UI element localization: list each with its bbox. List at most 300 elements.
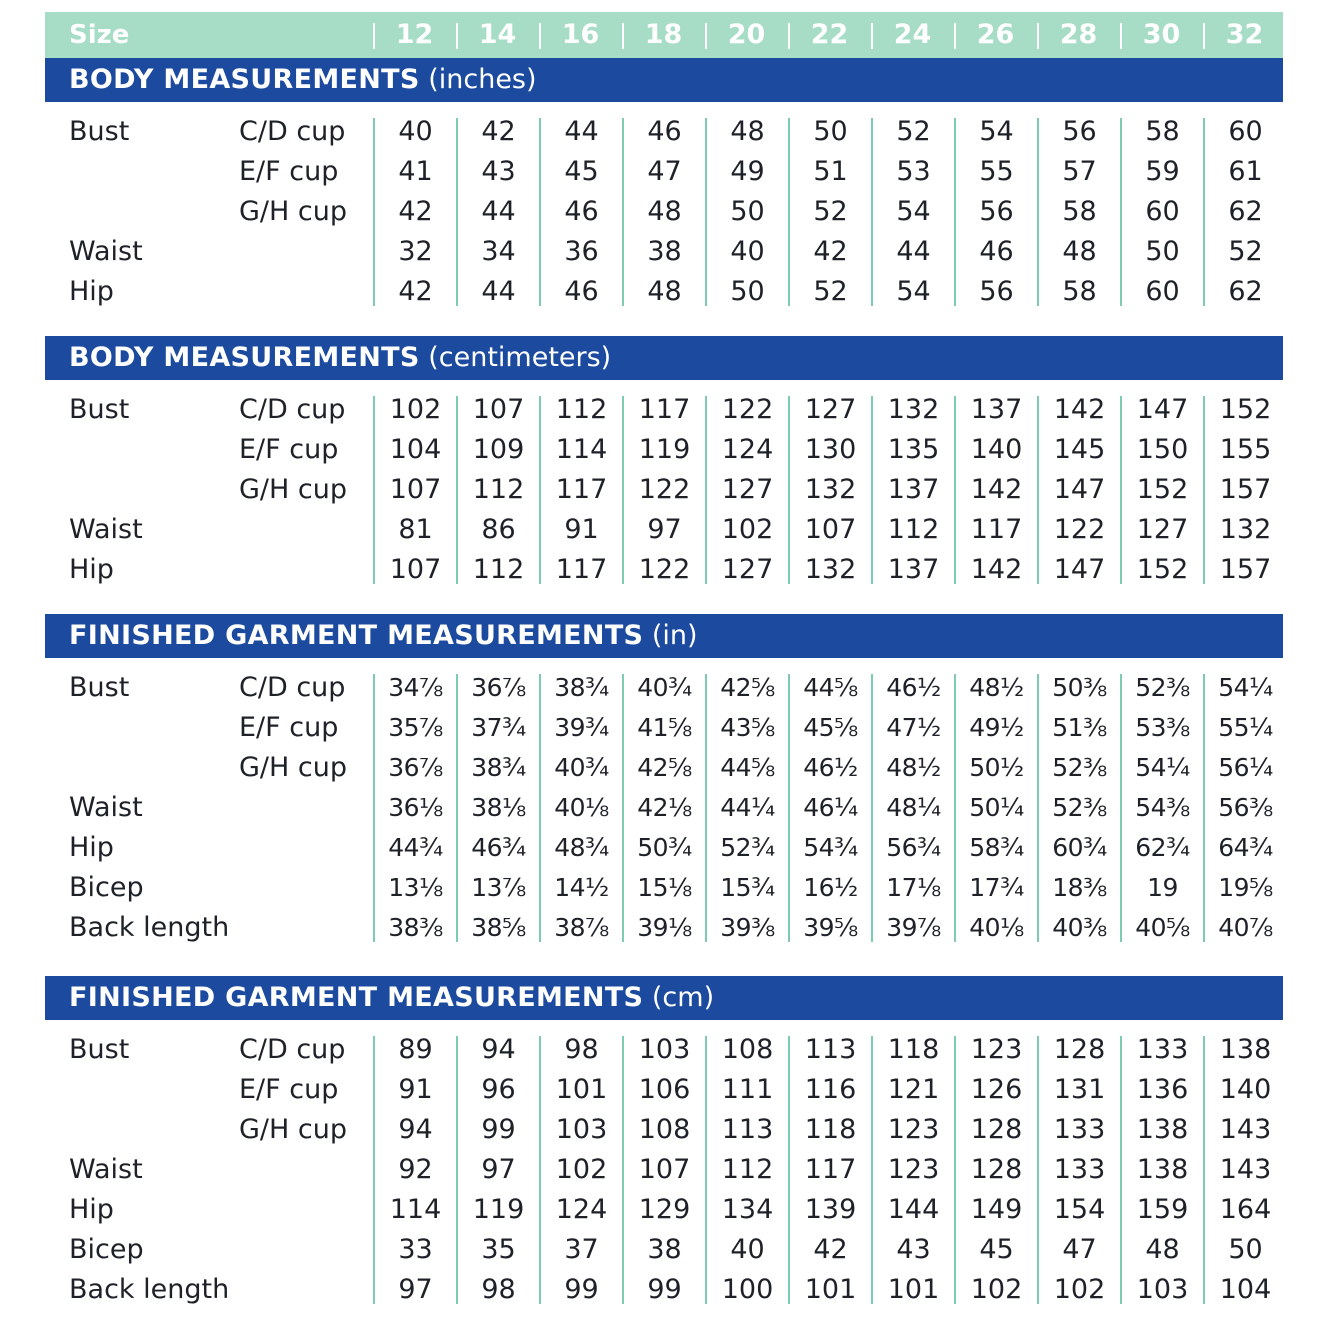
table-cell: 102 (555, 1154, 608, 1185)
table-cell: 142 (970, 554, 1023, 585)
table-cell: 129 (638, 1194, 691, 1225)
size-header-18: 18 (644, 19, 683, 50)
table-cell: 62 (1228, 196, 1263, 227)
row-label: Back length (69, 1274, 230, 1305)
row-label: Hip (69, 554, 114, 585)
table-cell: 38¾ (554, 673, 609, 702)
table-cell: 46 (647, 116, 682, 147)
table-cell: 104 (389, 434, 442, 465)
table-cell: 36⅞ (471, 673, 526, 702)
table-cell: 101 (555, 1074, 608, 1105)
table-cell: 131 (1053, 1074, 1106, 1105)
table-cell: 123 (887, 1114, 940, 1145)
table-cell: 40⅛ (554, 793, 609, 822)
table-cell: 15⅛ (637, 873, 692, 902)
table-cell: 103 (1136, 1274, 1189, 1305)
table-cell: 147 (1136, 394, 1189, 425)
table-cell: 48¼ (886, 793, 941, 822)
table-cell: 92 (398, 1154, 433, 1185)
row-sublabel: C/D cup (239, 394, 346, 425)
table-cell: 60 (1145, 276, 1180, 307)
size-header-26: 26 (976, 19, 1015, 50)
table-cell: 58 (1062, 276, 1097, 307)
size-header-30: 30 (1142, 19, 1181, 50)
row-sublabel: C/D cup (239, 116, 346, 147)
table-cell: 116 (804, 1074, 857, 1105)
table-cell: 49½ (969, 713, 1024, 742)
table-cell: 52 (813, 276, 848, 307)
table-cell: 149 (970, 1194, 1023, 1225)
table-cell: 127 (804, 394, 857, 425)
table-cell: 33 (398, 1234, 433, 1265)
row-label: Bust (69, 672, 130, 703)
table-cell: 46 (564, 276, 599, 307)
table-cell: 126 (970, 1074, 1023, 1105)
table-cell: 45⅝ (803, 713, 858, 742)
table-cell: 89 (398, 1034, 433, 1065)
table-cell: 41 (398, 156, 433, 187)
table-cell: 52 (1228, 236, 1263, 267)
table-cell: 37 (564, 1234, 599, 1265)
table-cell: 98 (481, 1274, 516, 1305)
table-cell: 40 (398, 116, 433, 147)
table-cell: 42⅝ (637, 753, 692, 782)
measurement-section (45, 58, 1283, 336)
table-cell: 47 (647, 156, 682, 187)
table-cell: 119 (638, 434, 691, 465)
table-cell: 132 (887, 394, 940, 425)
table-cell: 137 (887, 554, 940, 585)
table-cell: 43⅝ (720, 713, 775, 742)
table-cell: 43 (896, 1234, 931, 1265)
table-cell: 35 (481, 1234, 516, 1265)
table-cell: 54¼ (1135, 753, 1190, 782)
section-unit-text: (in) (651, 620, 698, 651)
table-cell: 94 (398, 1114, 433, 1145)
table-cell: 58 (1145, 116, 1180, 147)
table-cell: 122 (721, 394, 774, 425)
table-cell: 112 (472, 554, 525, 585)
table-cell: 114 (555, 434, 608, 465)
table-cell: 38⅝ (471, 913, 526, 942)
table-cell: 56 (979, 196, 1014, 227)
table-cell: 46¾ (471, 833, 526, 862)
table-cell: 127 (1136, 514, 1189, 545)
table-cell: 14½ (554, 873, 609, 902)
table-cell: 138 (1136, 1154, 1189, 1185)
table-cell: 19 (1147, 873, 1178, 902)
table-cell: 60 (1145, 196, 1180, 227)
table-cell: 49 (730, 156, 765, 187)
table-cell: 56¾ (886, 833, 941, 862)
table-cell: 40¾ (554, 753, 609, 782)
table-cell: 13⅛ (388, 873, 443, 902)
table-cell: 137 (970, 394, 1023, 425)
table-cell: 142 (1053, 394, 1106, 425)
table-cell: 62 (1228, 276, 1263, 307)
table-cell: 62¾ (1135, 833, 1190, 862)
table-cell: 44¼ (720, 793, 775, 822)
section-unit-text: (inches) (428, 64, 537, 95)
table-cell: 128 (1053, 1034, 1106, 1065)
table-cell: 52¾ (720, 833, 775, 862)
section-body (45, 1020, 1283, 1310)
table-cell: 48½ (886, 753, 941, 782)
table-cell: 113 (721, 1114, 774, 1145)
table-cell: 50 (730, 276, 765, 307)
table-cell: 39¾ (554, 713, 609, 742)
table-cell: 86 (481, 514, 516, 545)
size-header-24: 24 (893, 19, 932, 50)
table-cell: 137 (887, 474, 940, 505)
row-label: Bust (69, 394, 130, 425)
table-cell: 58 (1062, 196, 1097, 227)
section-body (45, 102, 1283, 336)
size-header-22: 22 (810, 19, 849, 50)
table-cell: 42 (398, 276, 433, 307)
table-cell: 53⅜ (1135, 713, 1190, 742)
section-title-text: BODY MEASUREMENTS (69, 64, 420, 95)
table-cell: 38 (647, 236, 682, 267)
table-cell: 52 (813, 196, 848, 227)
table-cell: 133 (1053, 1154, 1106, 1185)
section-title (45, 614, 1283, 658)
measurement-section (45, 336, 1283, 614)
table-cell: 16½ (803, 873, 858, 902)
table-cell: 127 (721, 474, 774, 505)
table-cell: 39⅛ (637, 913, 692, 942)
section-title-text: FINISHED GARMENT MEASUREMENTS (69, 620, 644, 651)
section-unit-text: (cm) (651, 982, 715, 1013)
table-cell: 157 (1219, 474, 1272, 505)
table-cell: 128 (970, 1154, 1023, 1185)
table-cell: 38 (647, 1234, 682, 1265)
table-cell: 50 (1145, 236, 1180, 267)
table-cell: 56⅜ (1218, 793, 1273, 822)
table-cell: 46¼ (803, 793, 858, 822)
row-label: Waist (69, 792, 143, 823)
table-cell: 40⅜ (1052, 913, 1107, 942)
row-sublabel: C/D cup (239, 672, 346, 703)
table-cell: 50 (1228, 1234, 1263, 1265)
table-cell: 45 (979, 1234, 1014, 1265)
table-cell: 102 (721, 514, 774, 545)
section-title-text: BODY MEASUREMENTS (69, 342, 420, 373)
table-cell: 54 (896, 276, 931, 307)
table-cell: 42⅝ (720, 673, 775, 702)
table-cell: 138 (1136, 1114, 1189, 1145)
size-header-row (45, 12, 1283, 58)
table-cell: 51⅜ (1052, 713, 1107, 742)
table-cell: 48 (1145, 1234, 1180, 1265)
table-cell: 97 (647, 514, 682, 545)
table-cell: 61 (1228, 156, 1263, 187)
table-cell: 130 (804, 434, 857, 465)
table-cell: 36⅛ (388, 793, 443, 822)
size-header-16: 16 (561, 19, 600, 50)
section-title (45, 336, 1283, 380)
table-cell: 45 (564, 156, 599, 187)
table-cell: 51 (813, 156, 848, 187)
table-cell: 54⅜ (1135, 793, 1190, 822)
section-body (45, 380, 1283, 614)
table-cell: 112 (721, 1154, 774, 1185)
table-cell: 34⅞ (388, 673, 443, 702)
table-cell: 44 (896, 236, 931, 267)
table-cell: 52 (896, 116, 931, 147)
table-cell: 50⅜ (1052, 673, 1107, 702)
table-cell: 122 (638, 474, 691, 505)
table-cell: 44 (564, 116, 599, 147)
table-cell: 113 (804, 1034, 857, 1065)
table-cell: 44 (481, 196, 516, 227)
table-cell: 55¼ (1218, 713, 1273, 742)
table-cell: 42 (398, 196, 433, 227)
table-cell: 38¾ (471, 753, 526, 782)
section-title (45, 58, 1283, 102)
table-cell: 102 (389, 394, 442, 425)
row-sublabel: E/F cup (239, 156, 339, 187)
table-cell: 39⅝ (803, 913, 858, 942)
table-cell: 41⅝ (637, 713, 692, 742)
row-sublabel: G/H cup (239, 474, 347, 505)
row-sublabel: G/H cup (239, 196, 347, 227)
table-cell: 47½ (886, 713, 941, 742)
table-cell: 111 (721, 1074, 774, 1105)
table-cell: 34 (481, 236, 516, 267)
table-cell: 50¼ (969, 793, 1024, 822)
table-cell: 117 (555, 474, 608, 505)
table-cell: 57 (1062, 156, 1097, 187)
table-cell: 42 (481, 116, 516, 147)
row-label: Bicep (69, 872, 144, 903)
table-cell: 108 (721, 1034, 774, 1065)
row-label: Bust (69, 1034, 130, 1065)
row-label: Hip (69, 276, 114, 307)
section-unit-text: (centimeters) (428, 342, 612, 373)
table-cell: 106 (638, 1074, 691, 1105)
table-cell: 91 (564, 514, 599, 545)
table-cell: 101 (887, 1274, 940, 1305)
table-cell: 108 (638, 1114, 691, 1145)
table-cell: 44 (481, 276, 516, 307)
table-cell: 48 (647, 276, 682, 307)
table-cell: 38⅜ (388, 913, 443, 942)
table-cell: 118 (887, 1034, 940, 1065)
table-cell: 81 (398, 514, 433, 545)
table-cell: 118 (804, 1114, 857, 1145)
table-cell: 19⅝ (1218, 873, 1273, 902)
table-cell: 154 (1053, 1194, 1106, 1225)
table-cell: 32 (398, 236, 433, 267)
table-cell: 122 (638, 554, 691, 585)
table-cell: 46 (979, 236, 1014, 267)
table-cell: 140 (1219, 1074, 1272, 1105)
table-cell: 132 (1219, 514, 1272, 545)
table-cell: 39⅞ (886, 913, 941, 942)
table-cell: 136 (1136, 1074, 1189, 1105)
row-label: Waist (69, 1154, 143, 1185)
table-cell: 132 (804, 554, 857, 585)
table-cell: 112 (555, 394, 608, 425)
table-cell: 94 (481, 1034, 516, 1065)
table-cell: 102 (1053, 1274, 1106, 1305)
table-cell: 40 (730, 236, 765, 267)
measurement-section (45, 976, 1283, 1310)
measurement-section (45, 614, 1283, 976)
table-cell: 42 (813, 236, 848, 267)
table-cell: 143 (1219, 1114, 1272, 1145)
table-cell: 123 (970, 1034, 1023, 1065)
table-cell: 64¾ (1218, 833, 1273, 862)
table-cell: 96 (481, 1074, 516, 1105)
table-cell: 140 (970, 434, 1023, 465)
table-cell: 40¾ (637, 673, 692, 702)
table-cell: 17¾ (969, 873, 1024, 902)
table-cell: 39⅜ (720, 913, 775, 942)
table-cell: 128 (970, 1114, 1023, 1145)
table-cell: 104 (1219, 1274, 1272, 1305)
table-cell: 127 (721, 554, 774, 585)
table-cell: 164 (1219, 1194, 1272, 1225)
table-cell: 15¾ (720, 873, 775, 902)
table-cell: 48½ (969, 673, 1024, 702)
table-cell: 107 (804, 514, 857, 545)
table-cell: 52⅜ (1052, 793, 1107, 822)
size-header-20: 20 (727, 19, 766, 50)
table-cell: 123 (887, 1154, 940, 1185)
table-cell: 42⅛ (637, 793, 692, 822)
table-cell: 109 (472, 434, 525, 465)
row-label: Hip (69, 1194, 114, 1225)
row-sublabel: C/D cup (239, 1034, 346, 1065)
table-cell: 112 (472, 474, 525, 505)
table-cell: 145 (1053, 434, 1106, 465)
table-cell: 133 (1053, 1114, 1106, 1145)
table-cell: 52⅜ (1135, 673, 1190, 702)
table-cell: 150 (1136, 434, 1189, 465)
size-header-14: 14 (478, 19, 517, 50)
table-cell: 56¼ (1218, 753, 1273, 782)
table-cell: 103 (638, 1034, 691, 1065)
table-cell: 48 (730, 116, 765, 147)
table-cell: 17⅛ (886, 873, 941, 902)
table-cell: 112 (887, 514, 940, 545)
table-cell: 50 (813, 116, 848, 147)
table-cell: 142 (970, 474, 1023, 505)
table-cell: 54¼ (1218, 673, 1273, 702)
table-cell: 53 (896, 156, 931, 187)
table-cell: 114 (389, 1194, 442, 1225)
measurement-sections (45, 58, 1283, 1310)
size-header-12: 12 (395, 19, 434, 50)
row-label: Hip (69, 832, 114, 863)
table-cell: 58¾ (969, 833, 1024, 862)
table-cell: 97 (398, 1274, 433, 1305)
table-cell: 56 (1062, 116, 1097, 147)
size-chart (45, 12, 1283, 1310)
table-cell: 119 (472, 1194, 525, 1225)
table-cell: 134 (721, 1194, 774, 1225)
table-cell: 50½ (969, 753, 1024, 782)
size-header-32: 32 (1225, 19, 1264, 50)
table-cell: 152 (1136, 474, 1189, 505)
table-cell: 50¾ (637, 833, 692, 862)
size-header-label: Size (69, 20, 130, 50)
table-cell: 38⅛ (471, 793, 526, 822)
table-cell: 97 (481, 1154, 516, 1185)
table-cell: 159 (1136, 1194, 1189, 1225)
table-cell: 44⅝ (803, 673, 858, 702)
table-cell: 138 (1219, 1034, 1272, 1065)
table-cell: 46½ (803, 753, 858, 782)
table-cell: 46 (564, 196, 599, 227)
table-cell: 155 (1219, 434, 1272, 465)
row-label: Bicep (69, 1234, 144, 1265)
table-cell: 157 (1219, 554, 1272, 585)
table-cell: 40 (730, 1234, 765, 1265)
table-cell: 117 (638, 394, 691, 425)
table-cell: 143 (1219, 1154, 1272, 1185)
table-cell: 42 (813, 1234, 848, 1265)
table-cell: 35⅞ (388, 713, 443, 742)
table-cell: 122 (1053, 514, 1106, 545)
table-cell: 133 (1136, 1034, 1189, 1065)
table-cell: 98 (564, 1034, 599, 1065)
table-cell: 101 (804, 1274, 857, 1305)
section-title (45, 976, 1283, 1020)
table-cell: 40⅞ (1218, 913, 1273, 942)
table-cell: 40⅝ (1135, 913, 1190, 942)
row-sublabel: E/F cup (239, 712, 339, 743)
row-sublabel: G/H cup (239, 752, 347, 783)
table-cell: 99 (647, 1274, 682, 1305)
table-cell: 135 (887, 434, 940, 465)
row-label: Waist (69, 236, 143, 267)
table-cell: 56 (979, 276, 1014, 307)
table-cell: 37¾ (471, 713, 526, 742)
table-cell: 47 (1062, 1234, 1097, 1265)
row-label: Waist (69, 514, 143, 545)
table-cell: 147 (1053, 474, 1106, 505)
table-cell: 99 (481, 1114, 516, 1145)
table-cell: 18⅜ (1052, 873, 1107, 902)
table-cell: 132 (804, 474, 857, 505)
section-body (45, 658, 1283, 976)
table-cell: 107 (638, 1154, 691, 1185)
table-cell: 44⅝ (720, 753, 775, 782)
table-cell: 102 (970, 1274, 1023, 1305)
table-cell: 124 (555, 1194, 608, 1225)
table-cell: 107 (389, 554, 442, 585)
table-cell: 52⅜ (1052, 753, 1107, 782)
table-cell: 144 (887, 1194, 940, 1225)
table-cell: 91 (398, 1074, 433, 1105)
table-cell: 152 (1136, 554, 1189, 585)
table-cell: 48¾ (554, 833, 609, 862)
table-cell: 124 (721, 434, 774, 465)
table-cell: 147 (1053, 554, 1106, 585)
row-label: Back length (69, 912, 230, 943)
table-cell: 117 (804, 1154, 857, 1185)
row-label: Bust (69, 116, 130, 147)
table-cell: 36⅞ (388, 753, 443, 782)
table-cell: 46½ (886, 673, 941, 702)
table-cell: 107 (472, 394, 525, 425)
size-header-28: 28 (1059, 19, 1098, 50)
table-cell: 48 (647, 196, 682, 227)
table-cell: 54 (896, 196, 931, 227)
